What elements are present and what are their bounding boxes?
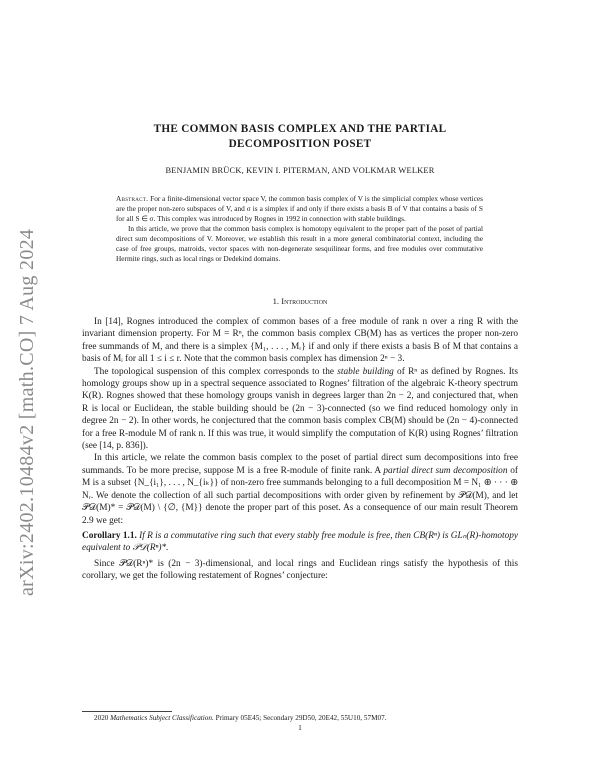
body-text: [82, 316, 518, 583]
arxiv-identifier: arXiv:2402.10484v2 [math.CO] 7 Aug 2024: [16, 228, 38, 596]
footnote: [82, 714, 518, 722]
abstract-paragraph-1: [116, 194, 483, 224]
author-list: BENJAMIN BRÜCK, KEVIN I. PITERMAN, AND VOLKMAR WELKER: [165, 166, 435, 175]
corollary: [82, 530, 518, 555]
section-number: 1.: [272, 296, 280, 306]
p3-italic-term: partial direct sum decomposition: [383, 465, 508, 476]
p2-italic-term: stable building: [337, 366, 394, 377]
body-paragraph-1: In [14], Rognes introduced the complex of common bases of a free module of rank n over a ring R with the invariant dimension property. For M = Rⁿ, the common basis complex CB(M) has as vertices the proper non-zero free summands of M, and there is a simplex {M₁, . . . , Mᵣ} if and only if there exists a basis B of M that contains a basis of Mᵢ for all 1 ≤ i ≤ r. Note that the common basis complex has dimension 2ⁿ − 3.: [82, 317, 518, 365]
footnote-year: 2020: [94, 714, 109, 722]
p3-start: In this article, we relate the common basis complex to the poset of partial direct sum decompositions into free summands. To be more precise, suppose M is a free R-module of finite rank. A: [82, 453, 518, 476]
page-number: 1: [298, 723, 302, 732]
corollary-statement: If R is a commutative ring such that every stably free module is free, then CB(Rⁿ) is GLₙ(R)-homotopy equivalent to 𝒫𝒟(Rⁿ)*.: [82, 530, 518, 554]
section-heading: [90, 296, 510, 306]
body-paragraph-2: [82, 366, 518, 453]
abstract-heading: Abstract.: [116, 194, 149, 203]
body-paragraph-3: [82, 452, 518, 526]
abstract-paragraph-2: In this article, we prove that the common basis complex is homotopy equivalent to the proper part of the poset of partial direct sum decompositions of V. Moreover, we establish this result in a more general combinatorial context, including the case of free groups, matroids, vector spaces with non-degenerate sesquilinear forms, and free modules over commutative Hermite rings, such as local rings or Dedekind domains.: [116, 224, 483, 263]
title-line-2: DECOMPOSITION POSET: [228, 138, 372, 150]
footnote-classification-label: Mathematics Subject Classification.: [110, 714, 214, 722]
section-title: Introduction: [281, 296, 328, 306]
title-line-1: THE COMMON BASIS COMPLEX AND THE PARTIAL: [153, 123, 447, 135]
p2-start: The topological suspension of this complex corresponds to the: [94, 366, 334, 377]
abstract: [116, 194, 483, 264]
footnote-rule: [82, 711, 172, 712]
paper-title: [110, 122, 490, 152]
footnote-classification-codes: Primary 05E45; Secondary 29D50, 20E42, 55U10, 57M07.: [215, 714, 387, 722]
body-paragraph-4: Since 𝒫𝒟(Rⁿ)* is (2n − 3)-dimensional, and local rings and Euclidean rings satisfy the hypothesis of this corollary, we get the following restatement of Rognes’ conjecture:: [82, 558, 518, 582]
p3-rest: of M is a subset {N_{i₁}, . . . , N_{iₖ}} of non-zero free summands belonging to a full decomposition M = N₁ ⊕ · · · ⊕ Nᵣ. We denote the collection of all such partial decompositions with order given by refinement by 𝒫𝒟(M), and let 𝒫𝒟(M)* = 𝒫𝒟(M) \ {∅, {M}} denote the proper part of this poset. As a consequence of our main result Theorem 2.9 we get:: [82, 465, 518, 526]
corollary-label: Corollary 1.1.: [82, 530, 137, 541]
p2-rest: of Rⁿ as defined by Rognes. Its homology groups show up in a spectral sequence associated to Rognes’ filtration of the algebraic K-theory spectrum K(R). Rognes showed that these homology groups vanish in degrees larger than 2n − 2, and conjectured that, when R is local or Euclidean, the stable building should be (2n − 3)-connected (so we find reduced homology only in degree 2n − 2). In other words, he conjectured that the common basis complex CB(M) should be (2n − 4)-connected for a free R-module M of rank n. If this was true, it would simplify the computation of K(R) using Rognes’ filtration (see [14, p. 836]).: [82, 366, 519, 452]
abstract-text-1: For a finite-dimensional vector space V, the common basis complex of V is the simplicial complex whose vertices are the proper non-zero subspaces of V, and σ is a simplex if and only if there exists a basis B of V that contains a basis of S for all S ∈ σ. This complex was introduced by Rognes in 1992 in connection with stable buildings.: [116, 194, 483, 223]
